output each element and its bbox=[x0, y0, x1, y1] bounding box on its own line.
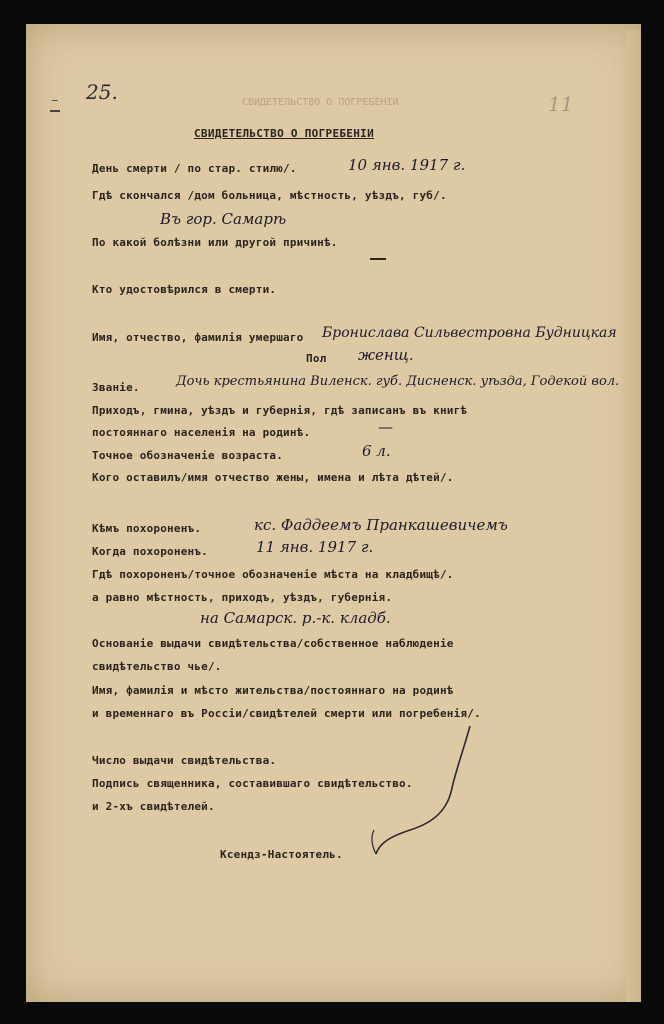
signature-stroke bbox=[340, 718, 490, 868]
burial-area-label: а равно мѣстность, приходъ, уѣздъ, губернія. bbox=[92, 591, 393, 604]
faint-stamp: СВИДЕТЕЛЬСТВО О ПОГРЕБЕНІИ bbox=[242, 97, 399, 108]
rank-label: Званіе. bbox=[92, 381, 140, 394]
buried-by-label: Кѣмъ похороненъ. bbox=[92, 522, 202, 535]
cause-dash bbox=[370, 258, 386, 260]
death-place-value: Въ гор. Самарѣ bbox=[160, 210, 287, 228]
population-value: — bbox=[378, 418, 393, 436]
age-label: Точное обозначеніе возраста. bbox=[92, 449, 284, 462]
witness-label-2: и временнаго въ Россіи/свидѣтелей смерти или погребенія/. bbox=[92, 707, 481, 720]
witness-label: Имя, фамилія и мѣсто жительства/постояннаго на родинѣ bbox=[92, 684, 454, 697]
survivors-label: Кого оставилъ/имя отчество жены, имена и лѣта дѣтей/. bbox=[92, 471, 454, 484]
priest-signature-label: Подпись священника, составившаго свидѣтельство. bbox=[92, 777, 413, 790]
death-date-value: 10 янв. 1917 г. bbox=[348, 156, 466, 174]
rector-label: Ксендз-Настоятель. bbox=[220, 848, 343, 861]
basis-label: Основаніе выдачи свидѣтельства/собственное наблюденіе bbox=[92, 637, 454, 650]
burial-date-label: Когда похороненъ. bbox=[92, 545, 208, 558]
cause-label: По какой болѣзни или другой причинѣ. bbox=[92, 236, 338, 249]
parish-label: Приходъ, гмина, уѣздъ и губернія, гдѣ записанъ въ книгѣ bbox=[92, 404, 468, 417]
death-place-label: Гдѣ скончался /дом больница, мѣстность, уѣздъ, губ/. bbox=[92, 189, 447, 202]
burial-place-label: Гдѣ похороненъ/точное обозначеніе мѣста на кладбищѣ/. bbox=[92, 568, 454, 581]
document-title: СВИДЕТЕЛЬСТВО О ПОГРЕБЕНІИ bbox=[194, 127, 374, 140]
archive-corner-mark: 11 bbox=[548, 92, 574, 116]
page-number: 25. bbox=[86, 80, 118, 104]
witnesses-signature-label: и 2-хъ свидѣтелей. bbox=[92, 800, 215, 813]
buried-by-value: кс. Фаддеемъ Пранкашевичемъ bbox=[254, 516, 508, 534]
death-date-label: День смерти / по стар. стилю/. bbox=[92, 162, 297, 175]
sex-label: Пол bbox=[306, 352, 327, 365]
sheet-edge bbox=[626, 30, 641, 1002]
sex-value: женщ. bbox=[358, 346, 414, 364]
burial-place-value: на Самарск. р.-к. кладб. bbox=[200, 609, 391, 627]
name-label: Имя, отчество, фамилія умершаго bbox=[92, 331, 304, 344]
burial-date-value: 11 янв. 1917 г. bbox=[256, 538, 374, 556]
name-value: Бронислава Сильвестровна Будницкая bbox=[322, 325, 617, 341]
population-label: постояннаго населенія на родинѣ. bbox=[92, 426, 311, 439]
basis-label-2: свидѣтельство чье/. bbox=[92, 660, 222, 673]
issue-date-label: Число выдачи свидѣтельства. bbox=[92, 754, 277, 767]
age-value: 6 л. bbox=[362, 442, 391, 460]
certified-by-label: Кто удостовѣрился в смерти. bbox=[92, 283, 277, 296]
rank-value: Дочь крестьянина Виленск. губ. Дисненск. уѣзда, Годекой вол. bbox=[176, 374, 620, 389]
pencil-mark bbox=[52, 100, 58, 101]
pencil-mark-2 bbox=[50, 110, 60, 112]
